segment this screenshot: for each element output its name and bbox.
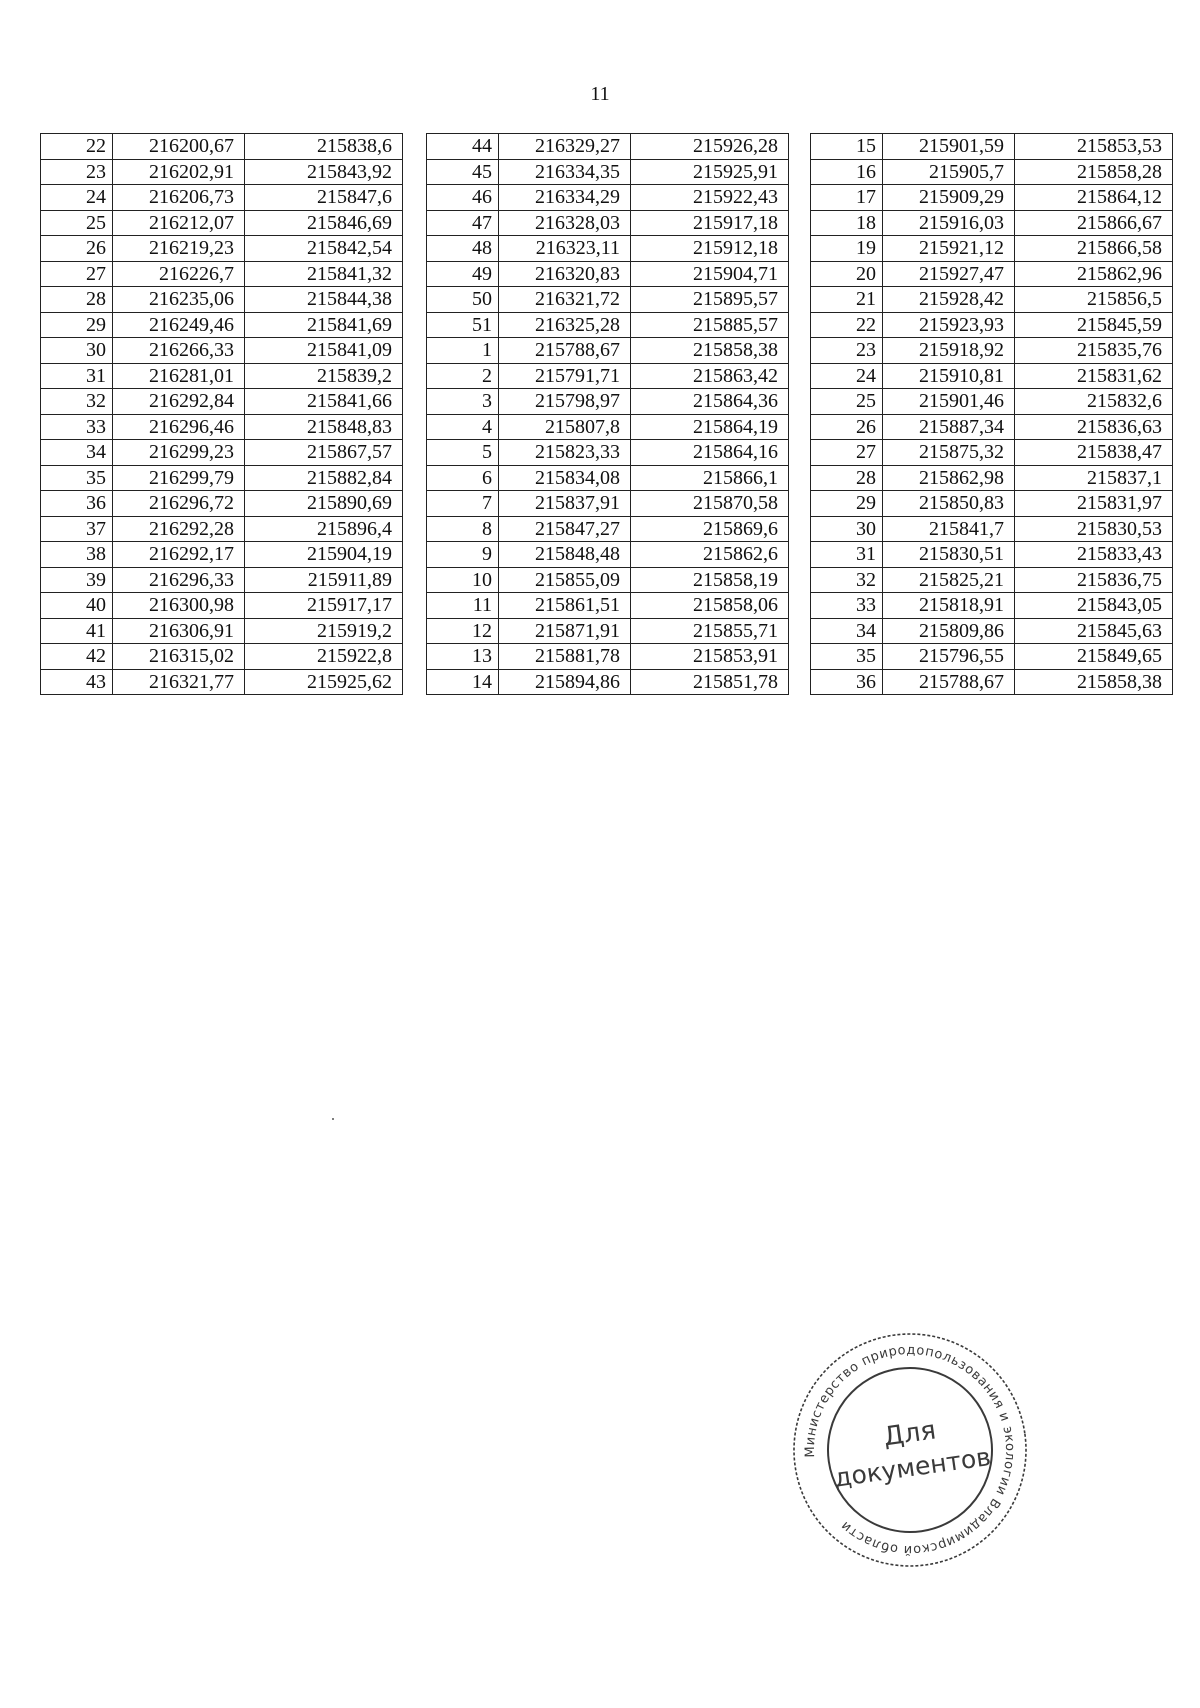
- point-number-cell: 29: [41, 312, 113, 338]
- x-coordinate-cell: 215901,59: [883, 134, 1015, 160]
- table-row: [427, 669, 789, 695]
- point-number-cell: 48: [427, 236, 499, 262]
- y-coordinate-cell: 215870,58: [631, 491, 789, 517]
- y-coordinate-cell: 215836,63: [1015, 414, 1173, 440]
- x-coordinate-cell: 215918,92: [883, 338, 1015, 364]
- y-coordinate-cell: 215833,43: [1015, 542, 1173, 568]
- point-number-cell: 6: [427, 465, 499, 491]
- point-number-cell: 36: [41, 491, 113, 517]
- point-number-cell: 12: [427, 618, 499, 644]
- table-row: [427, 542, 789, 568]
- y-coordinate-cell: 215866,67: [1015, 210, 1173, 236]
- table-row: [427, 440, 789, 466]
- point-number-cell: 21: [811, 287, 883, 313]
- point-number-cell: 24: [41, 185, 113, 211]
- point-number-cell: 1: [427, 338, 499, 364]
- x-coordinate-cell: 215791,71: [499, 363, 631, 389]
- y-coordinate-cell: 215841,66: [245, 389, 403, 415]
- x-coordinate-cell: 216320,83: [499, 261, 631, 287]
- x-coordinate-cell: 216219,23: [113, 236, 245, 262]
- table-row: [427, 236, 789, 262]
- x-coordinate-cell: 216296,33: [113, 567, 245, 593]
- table-row: [811, 440, 1173, 466]
- y-coordinate-cell: 215841,32: [245, 261, 403, 287]
- x-coordinate-cell: 216300,98: [113, 593, 245, 619]
- y-coordinate-cell: 215890,69: [245, 491, 403, 517]
- y-coordinate-cell: 215848,83: [245, 414, 403, 440]
- table-row: [41, 593, 403, 619]
- table-row: [41, 312, 403, 338]
- coordinates-table-2: [426, 133, 789, 695]
- y-coordinate-cell: 215835,76: [1015, 338, 1173, 364]
- x-coordinate-cell: 216292,28: [113, 516, 245, 542]
- y-coordinate-cell: 215837,1: [1015, 465, 1173, 491]
- point-number-cell: 41: [41, 618, 113, 644]
- x-coordinate-cell: 216334,35: [499, 159, 631, 185]
- y-coordinate-cell: 215845,63: [1015, 618, 1173, 644]
- stamp-outer-ring: [790, 1330, 1030, 1570]
- point-number-cell: 45: [427, 159, 499, 185]
- point-number-cell: 49: [427, 261, 499, 287]
- table-row: [811, 261, 1173, 287]
- y-coordinate-cell: 215839,2: [245, 363, 403, 389]
- x-coordinate-cell: 215841,7: [883, 516, 1015, 542]
- x-coordinate-cell: 215807,8: [499, 414, 631, 440]
- x-coordinate-cell: 216299,79: [113, 465, 245, 491]
- y-coordinate-cell: 215863,42: [631, 363, 789, 389]
- y-coordinate-cell: 215853,53: [1015, 134, 1173, 160]
- point-number-cell: 30: [811, 516, 883, 542]
- table-row: [41, 465, 403, 491]
- y-coordinate-cell: 215925,91: [631, 159, 789, 185]
- x-coordinate-cell: 216292,17: [113, 542, 245, 568]
- point-number-cell: 51: [427, 312, 499, 338]
- table-row: [41, 542, 403, 568]
- x-coordinate-cell: 216321,72: [499, 287, 631, 313]
- table-row: [41, 491, 403, 517]
- point-number-cell: 10: [427, 567, 499, 593]
- point-number-cell: 32: [41, 389, 113, 415]
- y-coordinate-cell: 215845,59: [1015, 312, 1173, 338]
- point-number-cell: 20: [811, 261, 883, 287]
- table-row: [427, 338, 789, 364]
- point-number-cell: 4: [427, 414, 499, 440]
- y-coordinate-cell: 215862,6: [631, 542, 789, 568]
- table-row: [811, 465, 1173, 491]
- y-coordinate-cell: 215922,43: [631, 185, 789, 211]
- table-row: [41, 261, 403, 287]
- x-coordinate-cell: 216323,11: [499, 236, 631, 262]
- y-coordinate-cell: 215896,4: [245, 516, 403, 542]
- x-coordinate-cell: 215862,98: [883, 465, 1015, 491]
- table-row: [427, 363, 789, 389]
- y-coordinate-cell: 215926,28: [631, 134, 789, 160]
- x-coordinate-cell: 216292,84: [113, 389, 245, 415]
- y-coordinate-cell: 215864,16: [631, 440, 789, 466]
- table-row: [427, 618, 789, 644]
- table-row: [811, 287, 1173, 313]
- y-coordinate-cell: 215856,5: [1015, 287, 1173, 313]
- y-coordinate-cell: 215917,18: [631, 210, 789, 236]
- x-coordinate-cell: 215894,86: [499, 669, 631, 695]
- table-row: [41, 134, 403, 160]
- y-coordinate-cell: 215849,65: [1015, 644, 1173, 670]
- point-number-cell: 29: [811, 491, 883, 517]
- y-coordinate-cell: 215855,71: [631, 618, 789, 644]
- point-number-cell: 42: [41, 644, 113, 670]
- point-number-cell: 35: [41, 465, 113, 491]
- x-coordinate-cell: 215861,51: [499, 593, 631, 619]
- point-number-cell: 25: [811, 389, 883, 415]
- ministry-stamp: [790, 1330, 1030, 1570]
- table-row: [811, 134, 1173, 160]
- x-coordinate-cell: 215855,09: [499, 567, 631, 593]
- x-coordinate-cell: 215848,48: [499, 542, 631, 568]
- point-number-cell: 47: [427, 210, 499, 236]
- y-coordinate-cell: 215917,17: [245, 593, 403, 619]
- table-row: [811, 567, 1173, 593]
- y-coordinate-cell: 215895,57: [631, 287, 789, 313]
- stamp-center-line-1: Для: [881, 1415, 938, 1453]
- point-number-cell: 5: [427, 440, 499, 466]
- point-number-cell: 32: [811, 567, 883, 593]
- table-row: [427, 644, 789, 670]
- x-coordinate-cell: 215796,55: [883, 644, 1015, 670]
- x-coordinate-cell: 215788,67: [499, 338, 631, 364]
- point-number-cell: 23: [811, 338, 883, 364]
- y-coordinate-cell: 215864,19: [631, 414, 789, 440]
- point-number-cell: 31: [811, 542, 883, 568]
- x-coordinate-cell: 216206,73: [113, 185, 245, 211]
- table-row: [811, 312, 1173, 338]
- table-row: [427, 593, 789, 619]
- y-coordinate-cell: 215858,38: [631, 338, 789, 364]
- table-row: [811, 644, 1173, 670]
- table-row: [427, 389, 789, 415]
- point-number-cell: 14: [427, 669, 499, 695]
- table-row: [41, 440, 403, 466]
- table-row: [811, 516, 1173, 542]
- page-number: 11: [590, 83, 610, 105]
- point-number-cell: 43: [41, 669, 113, 695]
- x-coordinate-cell: 215788,67: [883, 669, 1015, 695]
- point-number-cell: 30: [41, 338, 113, 364]
- table-row: [427, 210, 789, 236]
- table-row: [427, 465, 789, 491]
- table-row: [427, 414, 789, 440]
- y-coordinate-cell: 215885,57: [631, 312, 789, 338]
- table-row: [427, 516, 789, 542]
- y-coordinate-cell: 215882,84: [245, 465, 403, 491]
- table-row: [41, 363, 403, 389]
- x-coordinate-cell: 216202,91: [113, 159, 245, 185]
- table-row: [811, 542, 1173, 568]
- point-number-cell: 33: [41, 414, 113, 440]
- y-coordinate-cell: 215843,05: [1015, 593, 1173, 619]
- x-coordinate-cell: 215825,21: [883, 567, 1015, 593]
- y-coordinate-cell: 215858,19: [631, 567, 789, 593]
- x-coordinate-cell: 215928,42: [883, 287, 1015, 313]
- y-coordinate-cell: 215847,6: [245, 185, 403, 211]
- point-number-cell: 36: [811, 669, 883, 695]
- table-row: [811, 491, 1173, 517]
- table-row: [427, 312, 789, 338]
- table-row: [41, 414, 403, 440]
- table-row: [811, 414, 1173, 440]
- x-coordinate-cell: 216235,06: [113, 287, 245, 313]
- x-coordinate-cell: 216306,91: [113, 618, 245, 644]
- table-row: [41, 236, 403, 262]
- x-coordinate-cell: 216325,28: [499, 312, 631, 338]
- x-coordinate-cell: 215850,83: [883, 491, 1015, 517]
- x-coordinate-cell: 216281,01: [113, 363, 245, 389]
- point-number-cell: 2: [427, 363, 499, 389]
- y-coordinate-cell: 215831,62: [1015, 363, 1173, 389]
- table-row: [41, 618, 403, 644]
- y-coordinate-cell: 215853,91: [631, 644, 789, 670]
- table-row: [41, 567, 403, 593]
- point-number-cell: 17: [811, 185, 883, 211]
- table-row: [811, 185, 1173, 211]
- x-coordinate-cell: 216266,33: [113, 338, 245, 364]
- table-row: [41, 644, 403, 670]
- table-row: [811, 159, 1173, 185]
- y-coordinate-cell: 215842,54: [245, 236, 403, 262]
- x-coordinate-cell: 215916,03: [883, 210, 1015, 236]
- y-coordinate-cell: 215904,19: [245, 542, 403, 568]
- y-coordinate-cell: 215836,75: [1015, 567, 1173, 593]
- point-number-cell: 8: [427, 516, 499, 542]
- coordinates-table-3: [810, 133, 1173, 695]
- point-number-cell: 16: [811, 159, 883, 185]
- point-number-cell: 27: [811, 440, 883, 466]
- x-coordinate-cell: 216334,29: [499, 185, 631, 211]
- point-number-cell: 22: [811, 312, 883, 338]
- x-coordinate-cell: 216296,72: [113, 491, 245, 517]
- x-coordinate-cell: 216226,7: [113, 261, 245, 287]
- x-coordinate-cell: 215923,93: [883, 312, 1015, 338]
- table-row: [427, 134, 789, 160]
- table-row: [811, 618, 1173, 644]
- point-number-cell: 44: [427, 134, 499, 160]
- y-coordinate-cell: 215830,53: [1015, 516, 1173, 542]
- x-coordinate-cell: 215901,46: [883, 389, 1015, 415]
- point-number-cell: 18: [811, 210, 883, 236]
- point-number-cell: 34: [41, 440, 113, 466]
- point-number-cell: 13: [427, 644, 499, 670]
- point-number-cell: 25: [41, 210, 113, 236]
- point-number-cell: 11: [427, 593, 499, 619]
- y-coordinate-cell: 215869,6: [631, 516, 789, 542]
- point-number-cell: 46: [427, 185, 499, 211]
- table-row: [41, 287, 403, 313]
- y-coordinate-cell: 215911,89: [245, 567, 403, 593]
- x-coordinate-cell: 216296,46: [113, 414, 245, 440]
- table-row: [811, 210, 1173, 236]
- point-number-cell: 28: [41, 287, 113, 313]
- x-coordinate-cell: 215818,91: [883, 593, 1015, 619]
- y-coordinate-cell: 215919,2: [245, 618, 403, 644]
- y-coordinate-cell: 215866,58: [1015, 236, 1173, 262]
- x-coordinate-cell: 216321,77: [113, 669, 245, 695]
- table-row: [811, 593, 1173, 619]
- y-coordinate-cell: 215846,69: [245, 210, 403, 236]
- y-coordinate-cell: 215832,6: [1015, 389, 1173, 415]
- table-row: [427, 185, 789, 211]
- x-coordinate-cell: 215910,81: [883, 363, 1015, 389]
- point-number-cell: 28: [811, 465, 883, 491]
- coordinates-table-1: [40, 133, 403, 695]
- point-number-cell: 39: [41, 567, 113, 593]
- table-row: [41, 159, 403, 185]
- y-coordinate-cell: 215858,06: [631, 593, 789, 619]
- table-row: [427, 159, 789, 185]
- y-coordinate-cell: 215864,12: [1015, 185, 1173, 211]
- point-number-cell: 35: [811, 644, 883, 670]
- y-coordinate-cell: 215904,71: [631, 261, 789, 287]
- table-row: [811, 236, 1173, 262]
- y-coordinate-cell: 215841,09: [245, 338, 403, 364]
- point-number-cell: 19: [811, 236, 883, 262]
- y-coordinate-cell: 215844,38: [245, 287, 403, 313]
- point-number-cell: 26: [41, 236, 113, 262]
- table-row: [427, 491, 789, 517]
- y-coordinate-cell: 215838,6: [245, 134, 403, 160]
- x-coordinate-cell: 215847,27: [499, 516, 631, 542]
- x-coordinate-cell: 216212,07: [113, 210, 245, 236]
- stamp-center-line-2: документов: [832, 1442, 993, 1493]
- table-row: [811, 389, 1173, 415]
- x-coordinate-cell: 215809,86: [883, 618, 1015, 644]
- x-coordinate-cell: 216328,03: [499, 210, 631, 236]
- point-number-cell: 31: [41, 363, 113, 389]
- y-coordinate-cell: 215858,28: [1015, 159, 1173, 185]
- x-coordinate-cell: 215921,12: [883, 236, 1015, 262]
- y-coordinate-cell: 215864,36: [631, 389, 789, 415]
- x-coordinate-cell: 215830,51: [883, 542, 1015, 568]
- x-coordinate-cell: 215909,29: [883, 185, 1015, 211]
- x-coordinate-cell: 216315,02: [113, 644, 245, 670]
- y-coordinate-cell: 215922,8: [245, 644, 403, 670]
- x-coordinate-cell: 215823,33: [499, 440, 631, 466]
- x-coordinate-cell: 215871,91: [499, 618, 631, 644]
- table-row: [41, 210, 403, 236]
- table-row: [41, 338, 403, 364]
- table-row: [811, 669, 1173, 695]
- y-coordinate-cell: 215862,96: [1015, 261, 1173, 287]
- point-number-cell: 15: [811, 134, 883, 160]
- table-row: [427, 261, 789, 287]
- y-coordinate-cell: 215858,38: [1015, 669, 1173, 695]
- point-number-cell: 38: [41, 542, 113, 568]
- x-coordinate-cell: 216329,27: [499, 134, 631, 160]
- point-number-cell: 27: [41, 261, 113, 287]
- x-coordinate-cell: 215887,34: [883, 414, 1015, 440]
- table-row: [811, 363, 1173, 389]
- table-row: [41, 185, 403, 211]
- x-coordinate-cell: 216200,67: [113, 134, 245, 160]
- table-row: [41, 389, 403, 415]
- x-coordinate-cell: 215798,97: [499, 389, 631, 415]
- point-number-cell: 23: [41, 159, 113, 185]
- x-coordinate-cell: 216299,23: [113, 440, 245, 466]
- x-coordinate-cell: 215905,7: [883, 159, 1015, 185]
- y-coordinate-cell: 215912,18: [631, 236, 789, 262]
- x-coordinate-cell: 215875,32: [883, 440, 1015, 466]
- point-number-cell: 50: [427, 287, 499, 313]
- point-number-cell: 9: [427, 542, 499, 568]
- x-coordinate-cell: 215837,91: [499, 491, 631, 517]
- y-coordinate-cell: 215925,62: [245, 669, 403, 695]
- table-row: [41, 516, 403, 542]
- y-coordinate-cell: 215831,97: [1015, 491, 1173, 517]
- point-number-cell: 33: [811, 593, 883, 619]
- table-row: [811, 338, 1173, 364]
- y-coordinate-cell: 215867,57: [245, 440, 403, 466]
- x-coordinate-cell: 216249,46: [113, 312, 245, 338]
- point-number-cell: 40: [41, 593, 113, 619]
- stray-dot: [332, 1118, 334, 1120]
- x-coordinate-cell: 215927,47: [883, 261, 1015, 287]
- point-number-cell: 34: [811, 618, 883, 644]
- y-coordinate-cell: 215851,78: [631, 669, 789, 695]
- table-row: [427, 567, 789, 593]
- y-coordinate-cell: 215838,47: [1015, 440, 1173, 466]
- point-number-cell: 22: [41, 134, 113, 160]
- point-number-cell: 37: [41, 516, 113, 542]
- table-row: [41, 669, 403, 695]
- stamp-ring-text: Министерство природопользования и экологии Владимирской области: [802, 1342, 1018, 1558]
- y-coordinate-cell: 215843,92: [245, 159, 403, 185]
- x-coordinate-cell: 215881,78: [499, 644, 631, 670]
- y-coordinate-cell: 215841,69: [245, 312, 403, 338]
- point-number-cell: 3: [427, 389, 499, 415]
- point-number-cell: 7: [427, 491, 499, 517]
- table-row: [427, 287, 789, 313]
- point-number-cell: 24: [811, 363, 883, 389]
- point-number-cell: 26: [811, 414, 883, 440]
- x-coordinate-cell: 215834,08: [499, 465, 631, 491]
- y-coordinate-cell: 215866,1: [631, 465, 789, 491]
